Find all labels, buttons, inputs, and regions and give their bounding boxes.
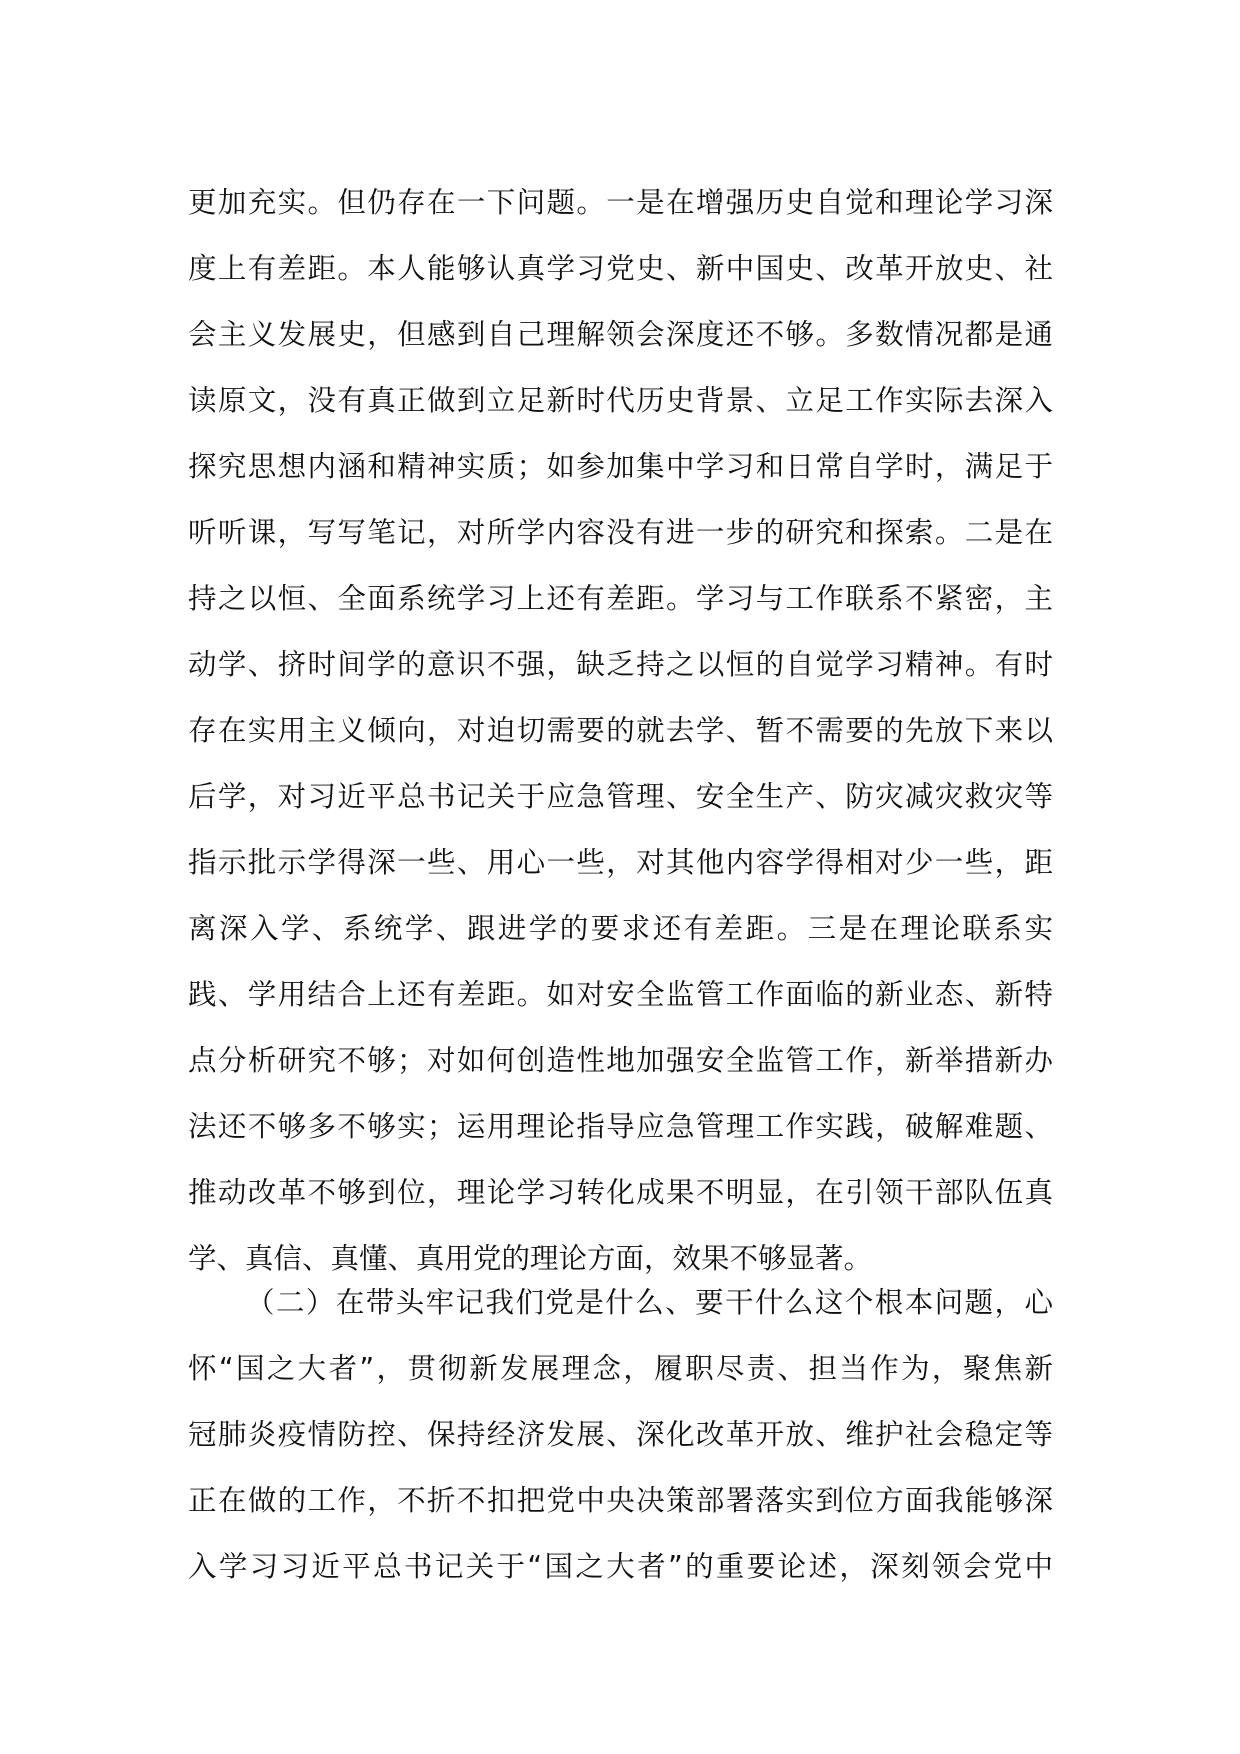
paragraph-line: 践、学用结合上还有差距。如对安全监管工作面临的新业态、新特 [188,978,1053,1011]
paragraph-line: 学、真信、真懂、真用党的理论方面，效果不够显著。 [188,1242,873,1275]
paragraph-line: 度上有差距。本人能够认真学习党史、新中国史、改革开放史、社 [188,252,1053,285]
paragraph-line: 指示批示学得深一些、用心一些，对其他内容学得相对少一些，距 [188,846,1053,879]
paragraph-line: 正在做的工作，不折不扣把党中央决策部署落实到位方面我能够深 [188,1484,1053,1517]
paragraph-line: 怀“国之大者”，贯彻新发展理念，履职尽责、担当作为，聚焦新 [188,1352,1053,1385]
paragraph-line: 后学，对习近平总书记关于应急管理、安全生产、防灾减灾救灾等 [188,780,1053,813]
paragraph-2 [188,1270,1053,1600]
paragraph-1 [188,170,1053,1292]
paragraph-line: 冠肺炎疫情防控、保持经济发展、深化改革开放、维护社会稳定等 [188,1418,1053,1451]
paragraph-line: 点分析研究不够；对如何创造性地加强安全监管工作，新举措新办 [188,1044,1053,1077]
paragraph-line: 听听课，写写笔记，对所学内容没有进一步的研究和探索。二是在 [188,516,1053,549]
paragraph-line: 法还不够多不够实；运用理论指导应急管理工作实践，破解难题、 [188,1110,1053,1143]
paragraph-line: 存在实用主义倾向，对迫切需要的就去学、暂不需要的先放下来以 [188,714,1053,747]
paragraph-line: （二）在带头牢记我们党是什么、要干什么这个根本问题，心 [246,1286,1053,1319]
paragraph-line: 会主义发展史，但感到自己理解领会深度还不够。多数情况都是通 [188,318,1053,351]
paragraph-line: 动学、挤时间学的意识不强，缺乏持之以恒的自觉学习精神。有时 [188,648,1053,681]
paragraph-line: 推动改革不够到位，理论学习转化成果不明显，在引领干部队伍真 [188,1176,1053,1209]
paragraph-line: 更加充实。但仍存在一下问题。一是在增强历史自觉和理论学习深 [188,186,1053,219]
paragraph-line: 离深入学、系统学、跟进学的要求还有差距。三是在理论联系实 [188,912,1053,945]
paragraph-line: 持之以恒、全面系统学习上还有差距。学习与工作联系不紧密，主 [188,582,1053,615]
paragraph-line: 入学习习近平总书记关于“国之大者”的重要论述，深刻领会党中 [188,1550,1053,1583]
paragraph-line: 读原文，没有真正做到立足新时代历史背景、立足工作实际去深入 [188,384,1053,417]
paragraph-line: 探究思想内涵和精神实质；如参加集中学习和日常自学时，满足于 [188,450,1053,483]
